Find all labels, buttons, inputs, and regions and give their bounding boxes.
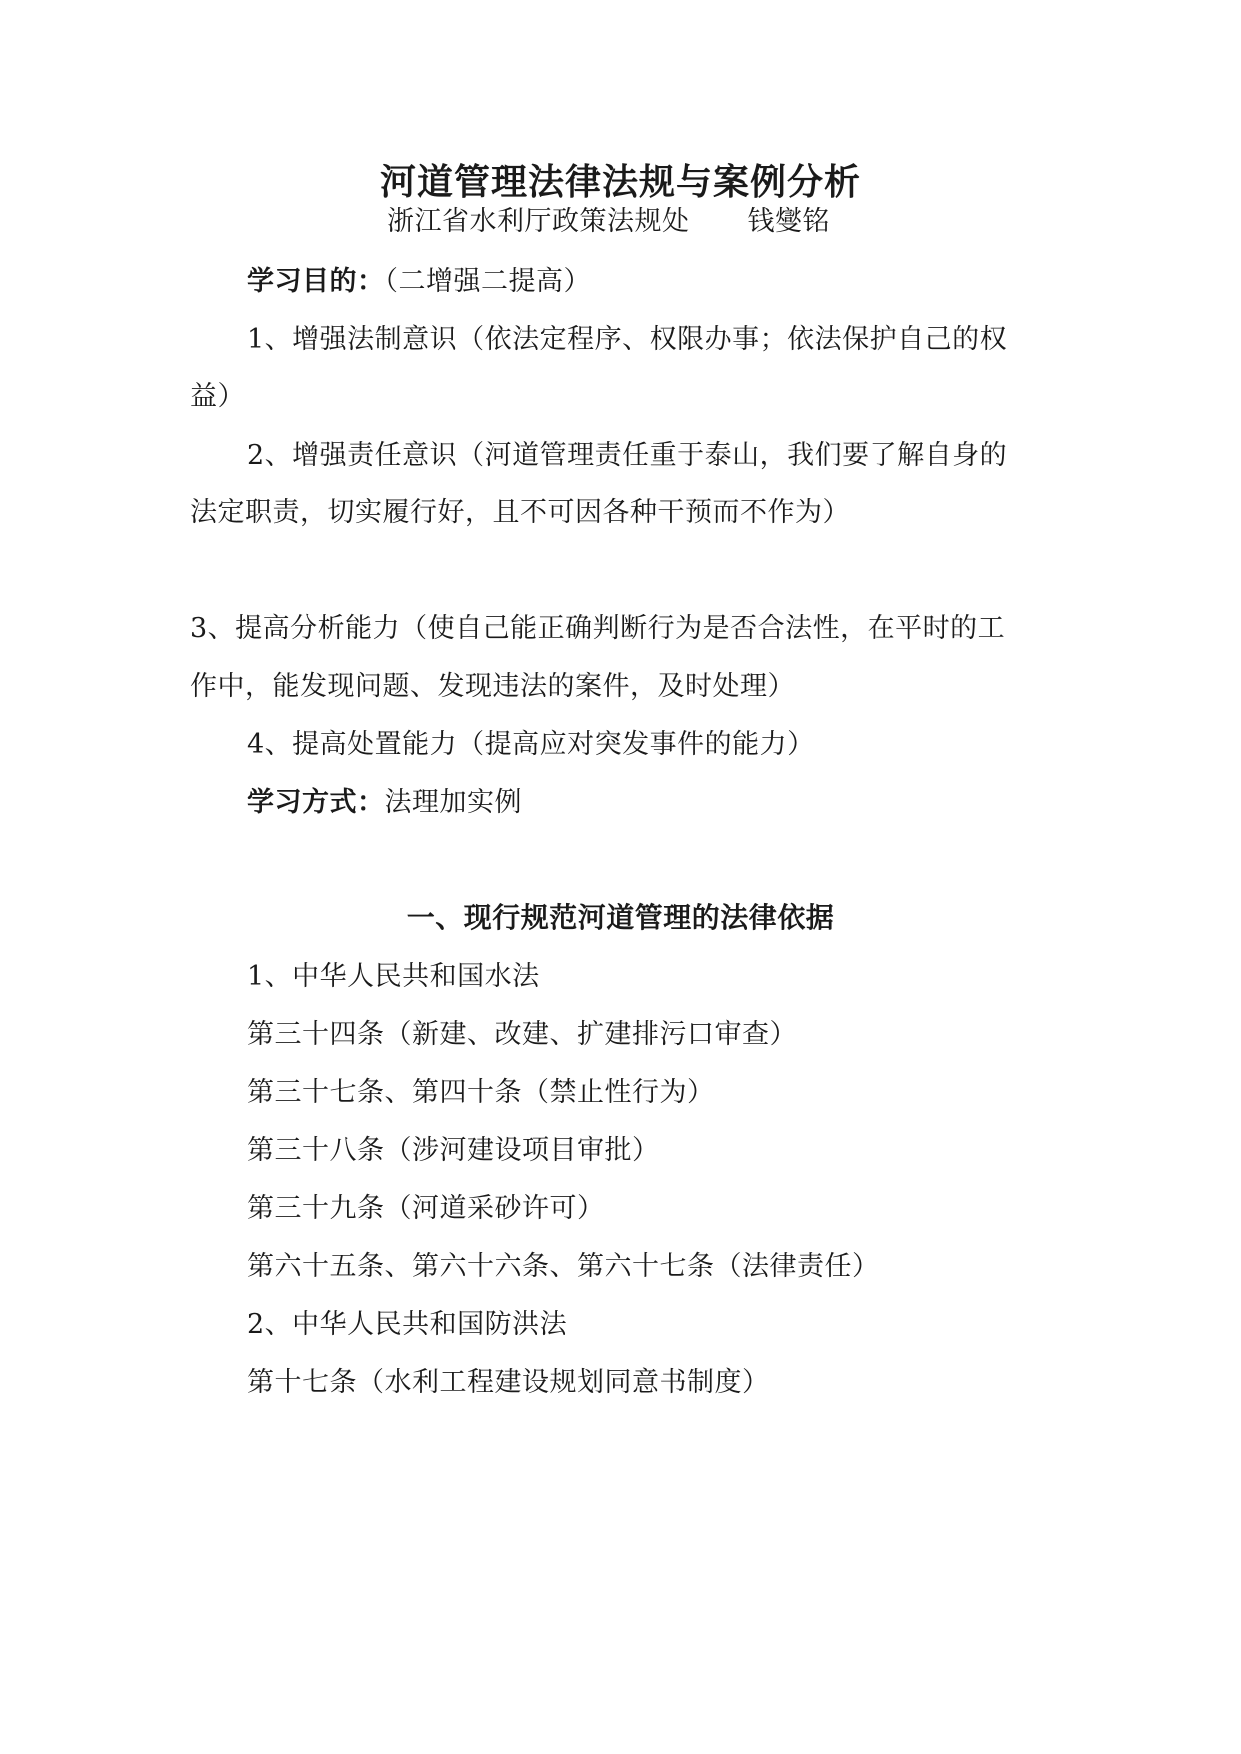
objective-item-1-line1: 1、增强法制意识（依法定程序、权限办事；依法保护自己的权 bbox=[247, 324, 1008, 355]
section-heading: 一、现行规范河道管理的法律依据 bbox=[406, 901, 835, 934]
objective-item-1-line2: 益） bbox=[190, 381, 245, 412]
method-value: 法理加实例 bbox=[384, 787, 522, 818]
section-line: 1、中华人民共和国水法 bbox=[247, 961, 540, 992]
author-name: 钱燮铭 bbox=[747, 206, 830, 237]
section-line: 2、中华人民共和国防洪法 bbox=[247, 1309, 568, 1340]
objective-item-3-line2: 作中，能发现问题、发现违法的案件，及时处理） bbox=[190, 671, 795, 702]
author-line bbox=[387, 202, 830, 242]
objective-item-3-line1: 3、提高分析能力（使自己能正确判断行为是否合法性，在平时的工 bbox=[190, 613, 1006, 644]
objective-item-2-line2: 法定职责，切实履行好，且不可因各种干预而不作为） bbox=[190, 497, 850, 528]
objective-item-2-line1: 2、增强责任意识（河道管理责任重于泰山，我们要了解自身的 bbox=[247, 440, 1008, 471]
method-label: 学习方式： bbox=[247, 787, 385, 818]
document-title: 河道管理法律法规与案例分析 bbox=[379, 161, 861, 203]
section-line: 第三十九条（河道采砂许可） bbox=[247, 1193, 605, 1224]
section-line: 第三十七条、第四十条（禁止性行为） bbox=[247, 1077, 715, 1108]
section-line: 第六十五条、第六十六条、第六十七条（法律责任） bbox=[247, 1251, 880, 1282]
method-line bbox=[247, 783, 522, 823]
author-org: 浙江省水利厅政策法规处 bbox=[387, 206, 690, 237]
section-line: 第三十八条（涉河建设项目审批） bbox=[247, 1135, 660, 1166]
objectives-label: 学习目的： bbox=[247, 266, 385, 297]
section-line: 第十七条（水利工程建设规划同意书制度） bbox=[247, 1367, 770, 1398]
section-line: 第三十四条（新建、改建、扩建排污口审查） bbox=[247, 1019, 797, 1050]
objectives-heading bbox=[247, 262, 591, 302]
objectives-note: （二增强二提高） bbox=[384, 266, 591, 297]
objective-item-4-line1: 4、提高处置能力（提高应对突发事件的能力） bbox=[247, 729, 815, 760]
